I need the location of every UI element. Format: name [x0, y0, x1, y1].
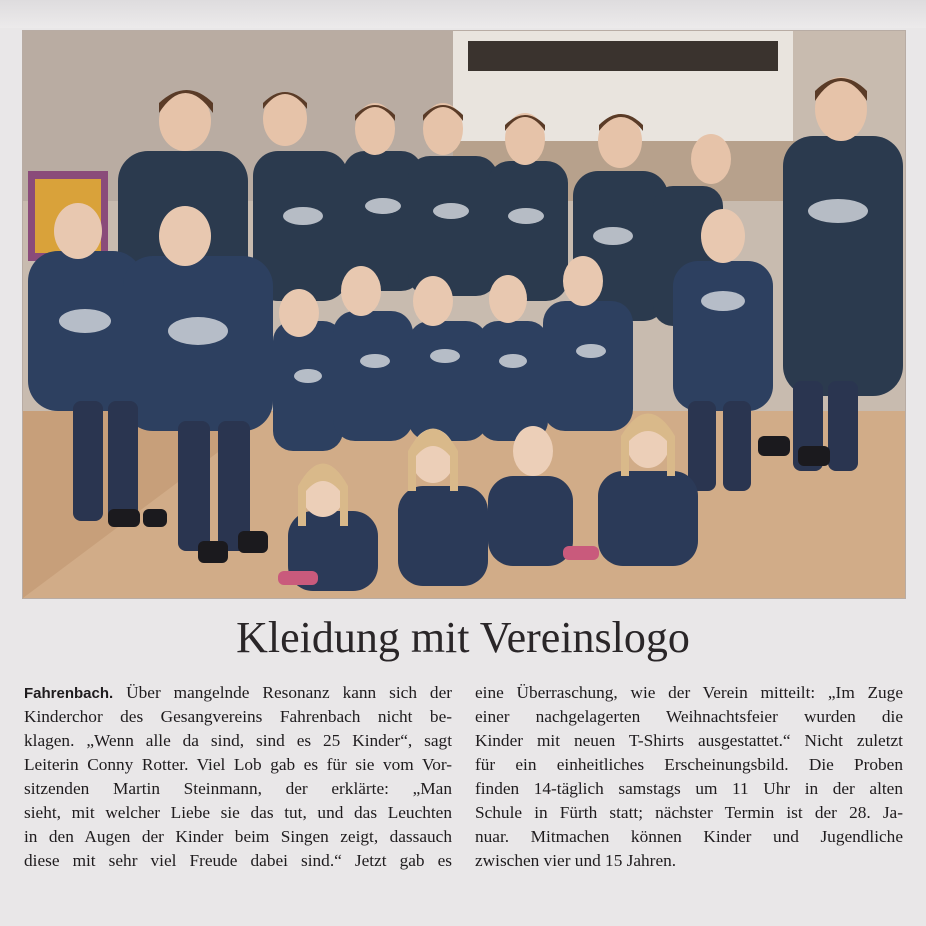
article-line: nuar. Mitmachen können Kinder und Jugendliche [475, 827, 903, 846]
article-line: in den Augen der Kinder beim Singen zeigt, dassauch [24, 827, 452, 846]
paper-top-edge [0, 0, 926, 28]
article-column-left [24, 681, 452, 873]
article-line: für ein einheitliches Erscheinungsbild. Die Proben [475, 755, 903, 774]
article-line: Schule in Fürth statt; nächster Termin ist der 28. Ja- [475, 803, 903, 822]
article-dateline: Fahrenbach. [24, 685, 114, 702]
choir-group-photo [22, 30, 906, 599]
article-line: eine Überraschung, wie der Verein mitteilt: „Im Zuge [475, 683, 903, 702]
article-line: diese mit sehr viel Freude dabei sind.“ Jetzt gab es [24, 851, 452, 870]
group-photo-icon [23, 31, 905, 598]
article-headline: Kleidung mit Vereinslogo [236, 613, 690, 662]
article-line: Kinderchor des Gesangvereins Fahrenbach nicht be- [24, 707, 452, 726]
article-line: Kinder mit neuen T-Shirts ausgestattet.“ Nicht zuletzt [475, 731, 903, 750]
article-line: sieht, mit welcher Liebe sie das tut, und das Leuchten [24, 803, 452, 822]
article-column-right [475, 681, 903, 873]
article-line: klagen. „Wenn alle da sind, sind es 25 Kinder“, sagt [24, 731, 452, 750]
article-line: sitzenden Martin Steinmann, der erklärte: „Man [24, 779, 452, 798]
article-line: Leiterin Conny Rotter. Viel Lob gab es für sie vom Vor- [24, 755, 452, 774]
article-line: Fahrenbach. Über mangelnde Resonanz kann sich der [24, 683, 452, 702]
article-line: einer nachgelagerten Weihnachtsfeier wurden die [475, 707, 903, 726]
article-line: zwischen vier und 15 Jahren. [475, 851, 677, 870]
article-line: finden 14-täglich samstags um 11 Uhr in der alten [475, 779, 903, 798]
